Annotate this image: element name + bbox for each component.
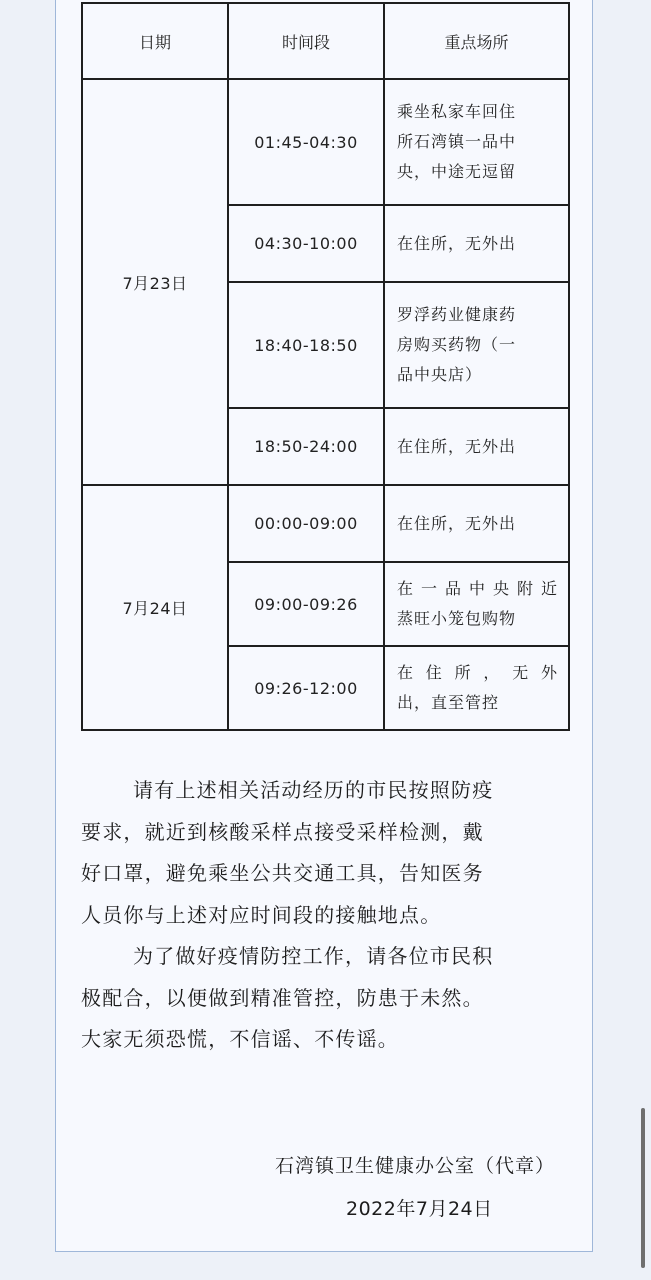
place-cell xyxy=(384,408,569,485)
place-line: 在住所，无外出 xyxy=(397,233,517,253)
time-cell: 01:45-04:30 xyxy=(228,79,384,205)
header-date: 日期 xyxy=(82,3,228,79)
paragraph-line: 好口罩，避免乘坐公共交通工具，告知医务 xyxy=(81,861,484,885)
table-row xyxy=(82,79,569,205)
date-cell: 7月24日 xyxy=(82,485,228,730)
time-cell: 00:00-09:00 xyxy=(228,485,384,562)
place-cell xyxy=(384,79,569,205)
place-cell xyxy=(384,485,569,562)
place-line: 在一品中央附近 xyxy=(397,579,558,598)
place-line: 央，中途无逗留 xyxy=(397,162,517,181)
time-cell: 18:40-18:50 xyxy=(228,282,384,408)
table-row xyxy=(82,485,569,562)
date-cell: 7月23日 xyxy=(82,79,228,485)
schedule-table xyxy=(81,2,570,731)
time-cell: 18:50-24:00 xyxy=(228,408,384,485)
time-cell: 09:26-12:00 xyxy=(228,646,384,730)
place-line: 乘坐私家车回住 xyxy=(397,102,517,121)
place-line: 房购买药物（一 xyxy=(397,335,517,354)
time-cell: 04:30-10:00 xyxy=(228,205,384,282)
place-line: 在住所，无外出 xyxy=(397,436,517,456)
paragraph-line: 要求，就近到核酸采样点接受采样检测，戴 xyxy=(81,819,484,844)
place-line: 罗浮药业健康药 xyxy=(397,305,517,324)
place-line: 出，直至管控 xyxy=(397,693,500,712)
header-time: 时间段 xyxy=(228,3,384,79)
table-header-row xyxy=(82,3,569,79)
paragraph-line: 极配合，以便做到精准管控，防患于未然。 xyxy=(81,985,484,1010)
place-line: 在住所，无外出 xyxy=(397,513,517,533)
place-cell xyxy=(384,562,569,646)
place-cell xyxy=(384,282,569,408)
place-line: 所石湾镇一品中 xyxy=(397,132,517,151)
paragraph-line: 大家无须恐慌，不信谣、不传谣。 xyxy=(81,1027,399,1051)
notice-body xyxy=(81,770,568,1061)
scrollbar[interactable] xyxy=(641,1108,645,1268)
paragraph xyxy=(81,936,568,1061)
signature-date: 2022年7月24日 xyxy=(346,1198,493,1220)
paragraph-line: 人员你与上述对应时间段的接触地点。 xyxy=(81,902,442,927)
paragraph-line: 为了做好疫情防控工作，请各位市民积 xyxy=(133,944,494,968)
paragraph xyxy=(81,770,568,936)
place-line: 蒸旺小笼包购物 xyxy=(397,609,517,628)
paragraph-line: 请有上述相关活动经历的市民按照防疫 xyxy=(133,778,494,802)
place-cell xyxy=(384,205,569,282)
time-cell: 09:00-09:26 xyxy=(228,562,384,646)
place-cell xyxy=(384,646,569,730)
place-line: 在住所，无外 xyxy=(397,663,558,682)
header-place: 重点场所 xyxy=(384,3,569,79)
place-line: 品中央店） xyxy=(397,365,483,384)
signature-org: 石湾镇卫生健康办公室（代章） xyxy=(274,1155,555,1177)
